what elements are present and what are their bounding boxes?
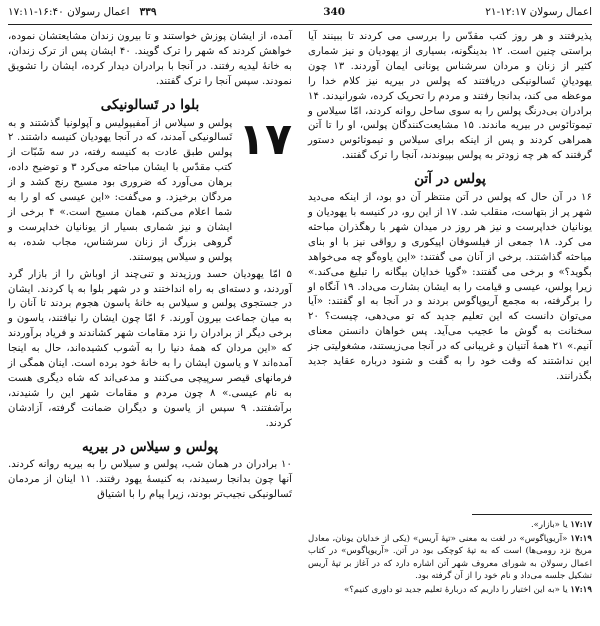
footnote-2 — [308, 533, 592, 582]
right-page-title: اعمال رسولان ۱۲:۱۷-۲۱ — [485, 6, 592, 18]
footnote-3-text: یا «به این اختیار را داریم که دربارهٔ تعلیم جدید تو داوری کنیم؟» — [343, 585, 568, 596]
chapter-number: ۱۷ — [238, 113, 292, 165]
footnote-separator — [472, 514, 592, 515]
right-page-header — [323, 6, 592, 18]
header-rule — [8, 24, 592, 25]
footnote-3-ref: ۱۷:۱۹ — [570, 585, 592, 596]
left-page-title: اعمال رسولان ۱۶:۴۰-۱۷:۱۱ — [8, 6, 130, 18]
footnote-1-ref: ۱۷:۱۷ — [570, 520, 592, 530]
right-paragraph-1: پذیرفتند و هر روز کتب مقدّس را بررسی می کردند تا ببینند آیا براستی چنین است. ۱۲ بدینگونه، بسیاری از یهودیان و نیز شماری کثیر از زنان و مردان سرشناس یونانی ایمان آوردند. ۱۳ چون یهودیانِ تَسالونیکی دریافتند که پولس در بیریه نیز کلام خدا را موعظه می کند، بدانجا رفتند و مردم را تحریک کرده، شورانیدند. ۱۴ برادران بی‌درنگ پولس را به سوی ساحل روانه کردند، امّا سیلاس و تیموتائوس در بیریه ماندند. ۱۵ مشایعت‌کنندگان پولس، او را تا آتن همراهی کردند و پس از اینکه برای سیلاس و تیموتائوس دستور گرفتند که هر چه زودتر به پولس بپیوندند، آنجا را ترک گفتند. — [308, 31, 592, 162]
footnote-3 — [308, 584, 592, 596]
left-paragraph-3: ۵ امّا یهودیان حسد ورزیدند و تنی‌چند از اوباش را از بازار گرد آوردند، و دسته‌ای به راه انداختند و در شهر بلوا به پا کردند. ایشان در جستجوی پولس و سیلاس به خانهٔ یاسون هجوم بردند تا آنان را به میان جماعت بیرون آورند. ۶ امّا چون ایشان را نیافتند، یاسون و برخی دیگر از برادران را نزد مقامات شهر کشاندند و فریاد برآوردند که «این مردان که همهٔ دنیا را به آشوب کشیده‌اند، حال به اینجا آمده‌اند ۷ و یاسون ایشان را به خانهٔ خود برده است. اینان همگی از فرمانهای قیصر سرپیچی می‌کنند و مدعی‌اند که شاه دیگری هست به نام عیسی.» ۸ چون مردم و مقامات شهر این را شنیدند، برآشفتند. ۹ سپس از یاسون و دیگران ضمانت گرفته، آزادشان کردند. — [8, 268, 292, 429]
section-heading-berea: پولس و سیلاس در بیریه — [81, 438, 219, 455]
right-paragraph-2: ۱۶ در آن حال که پولس در آتن منتظر آن دو بود، از اینکه می‌دید شهر پر از بتهاست، منقلب شد. ۱۷ از این رو، در کنیسه با یهودیان و یونانیان خداپرست و نیز هر روز در میدان شهر با رهگذران مباحثه می کرد. ۱۸ جمعی از فیلسوفان اپیکوری و رواقی نیز با او بنای مباحثه گذاشتند. برخی از آنان می گفتند: «این یاوه‌گو چه می‌خواهد بگوید؟» و برخی می گفتند: «گویا خدایان بیگانه را تبلیغ می‌کند.» زیرا پولس، عیسی و قیامت را به ایشان بشارت می‌داد. ۱۹ آنگاه او را برگرفته، به مجمع آریوپاگوس بردند و در آنجا به او گفتند: «آیا می‌توان دانست که این تعلیم جدید که تو می‌دهی، چیست؟ ۲۰ سخنانت به گوش ما عجیب می‌آید. پس خواهان دانستن معنای آنیم.» ۲۱ همهٔ آتنیان و غریبانی که در آنجا می‌زیستند، مشغولیتی جز این نداشتند که وقت خود را به گفت و شنود درباره عقاید جدید بگذرانند. — [308, 192, 592, 382]
left-page-number: ۳۳۹ — [139, 6, 157, 18]
section-heading-athens: پولس در آتن — [414, 171, 486, 188]
left-paragraph-4: ۱۰ برادران در همان شب، پولس و سیلاس را به بیریه روانه کردند. آنها چون بدانجا رسیدند، به کنیسهٔ یهود رفتند. ۱۱ اینان از مردمان تَسالونیکی نجیب‌تر بودند، زیرا پیام را با اشتیاق — [8, 459, 292, 501]
left-page-header — [8, 6, 156, 18]
right-column — [308, 30, 592, 387]
footnote-1-text: یا «بازار». — [530, 520, 568, 530]
footnote-1 — [308, 519, 592, 531]
right-page-number: 340 — [323, 6, 346, 18]
footnotes — [308, 514, 592, 598]
footnote-2-text: «آریوپاگوس» در لغت به معنی «تپهٔ آریس» (یکی از خدایان یونان، معادل مریخ نزد رومی‌ها) است که به تپهٔ کوچکی بود در آتن. «آریوپاگوس» در کتاب اعمال رسولان به شورای معروف شهر آتن اشاره دارد که در آغاز بر تپهٔ آریس تشکیل جلسه می‌داد و نام خود را از آن گرفته بود. — [308, 534, 592, 581]
left-paragraph-1: آمده، از ایشان پوزش خواستند و تا بیرون زندان مشایعتشان نموده، خواهش کردند که شهر را ترک گویند. ۴۰ ایشان پس از ترک زندان، به خانهٔ لیدیه رفتند. در آنجا با برادران دیدار کرده، ایشان را تشویق نمودند. سپس آنجا را ترک گفتند. — [8, 31, 292, 87]
left-column — [8, 30, 292, 505]
left-paragraph-2: پولس و سیلاس از آمفیپولیس و آپولونیا گذشتند و به تَسالونیکی آمدند، که در آنجا یهودیان کنیسه داشتند. ۲ پولس طبق عادت به کنیسه رفته، در سه شَبّات از کتب مقدّس با ایشان مباحثه می‌کرد ۳ و توضیح داده، برهان می‌آورد که ضروری بود مسیح رنج کشد و از مردگان برخیزد. و می‌گفت: «این عیسی که او را به شما اعلام می‌کنم، همان مسیح است.» ۴ برخی از ایشان و نیز شماری بسیار از یونانیان خداپرست و گروهی بزرگ از زنان سرشناس، مجاب شده، به پولس و سیلاس پیوستند. — [8, 117, 233, 263]
footnote-2-ref: ۱۷:۱۹ — [570, 534, 593, 545]
chapter-17-opening — [8, 113, 292, 268]
section-heading-thessalonica: بلوا در تَسالونیکی — [100, 96, 200, 113]
